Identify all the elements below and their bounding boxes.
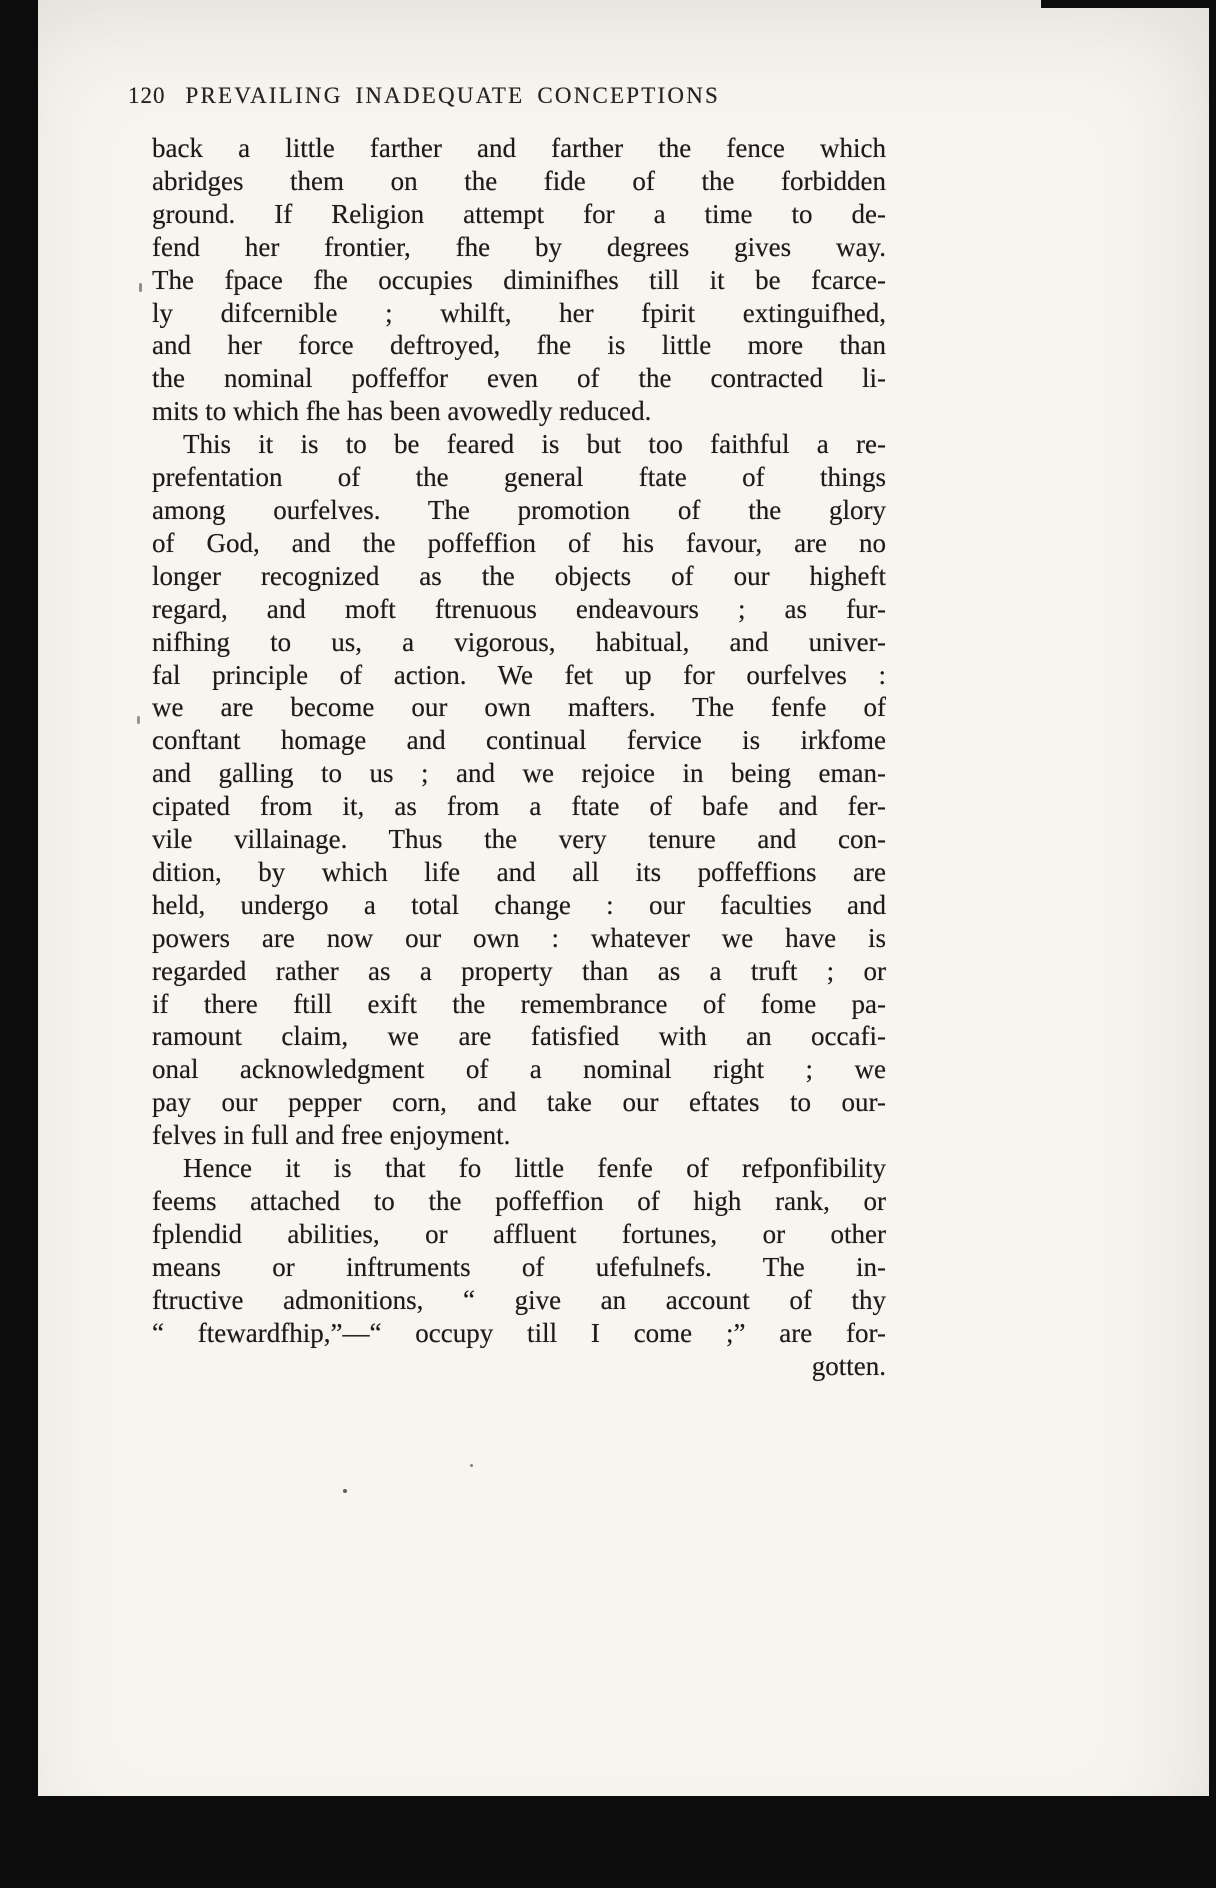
text-line: and galling to us ; and we rejoice in being eman-	[152, 758, 886, 789]
ink-speck	[343, 1489, 347, 1493]
text-line: fal principle of action. We fet up for ourfelves :	[152, 659, 886, 690]
text-line: abridges them on the fide of the forbidden	[152, 165, 886, 196]
text-line: fend her frontier, fhe by degrees gives way.	[152, 231, 886, 262]
text-line: felves in full and free enjoyment.	[152, 1120, 511, 1151]
text-line: Hence it is that fo little fenfe of refponfibility	[183, 1153, 886, 1184]
text-line: if there ftill exift the remembrance of fome pa-	[152, 988, 886, 1019]
text-line: “ ftewardfhip,”—“ occupy till I come ;” are for-	[152, 1317, 886, 1348]
text-line: ground. If Religion attempt for a time to de-	[152, 198, 886, 229]
text-line: powers are now our own : whatever we have is	[152, 922, 886, 953]
text-line: dition, by which life and all its poffeffions are	[152, 856, 886, 887]
text-line: we are become our own mafters. The fenfe of	[152, 692, 886, 723]
text-line: onal acknowledgment of a nominal right ; we	[152, 1054, 886, 1085]
running-header	[128, 83, 720, 109]
ink-speck	[139, 283, 142, 292]
scan-edge-bottom	[0, 1796, 1216, 1888]
text-line: ramount claim, we are fatisfied with an occafi-	[152, 1021, 886, 1052]
page-number: 120	[128, 83, 166, 108]
text-line: gotten.	[811, 1350, 886, 1381]
text-line: conftant homage and continual fervice is irkfome	[152, 725, 886, 756]
text-line: ly difcernible ; whilft, her fpirit extinguifhed,	[152, 297, 886, 328]
text-line: vile villainage. Thus the very tenure and con-	[152, 824, 886, 855]
text-line: back a little farther and farther the fence which	[152, 133, 886, 163]
text-block	[152, 132, 886, 1382]
text-line: nifhing to us, a vigorous, habitual, and univer-	[152, 626, 886, 657]
text-line: means or inftruments of ufefulnefs. The in-	[152, 1251, 886, 1282]
text-line: and her force deftroyed, fhe is little more than	[152, 330, 886, 361]
text-line: regard, and moft ftrenuous endeavours ; as fur-	[152, 593, 886, 624]
scan-edge-left	[0, 0, 38, 1888]
text-line: This it is to be feared is but too faithful a re-	[183, 429, 886, 460]
text-line: of God, and the poffeffion of his favour, are no	[152, 527, 886, 558]
scan-edge-top-right	[1041, 0, 1216, 8]
text-line: The fpace fhe occupies diminifhes till it be fcarce-	[152, 264, 886, 295]
text-line: longer recognized as the objects of our higheft	[152, 560, 886, 591]
text-line: held, undergo a total change : our faculties and	[152, 889, 886, 920]
text-line: cipated from it, as from a ftate of bafe and fer-	[152, 791, 886, 822]
text-line: among ourfelves. The promotion of the glory	[152, 494, 886, 525]
text-line: fplendid abilities, or affluent fortunes, or other	[152, 1218, 886, 1249]
ink-speck	[470, 1464, 473, 1467]
text-line: prefentation of the general ftate of things	[152, 462, 886, 493]
header-title: PREVAILING INADEQUATE CONCEPTIONS	[185, 83, 721, 108]
text-line: regarded rather as a property than as a truft ; or	[152, 955, 886, 986]
text-line: the nominal poffeffor even of the contracted li-	[152, 363, 886, 394]
text-line: ftructive admonitions, “ give an account of thy	[152, 1284, 886, 1315]
ink-speck	[137, 716, 140, 724]
text-line: feems attached to the poffeffion of high rank, or	[152, 1186, 886, 1216]
text-line: mits to which fhe has been avowedly reduced.	[152, 396, 652, 427]
scan-edge-right	[1209, 0, 1216, 1888]
text-line: pay our pepper corn, and take our eftates to our-	[152, 1087, 886, 1118]
